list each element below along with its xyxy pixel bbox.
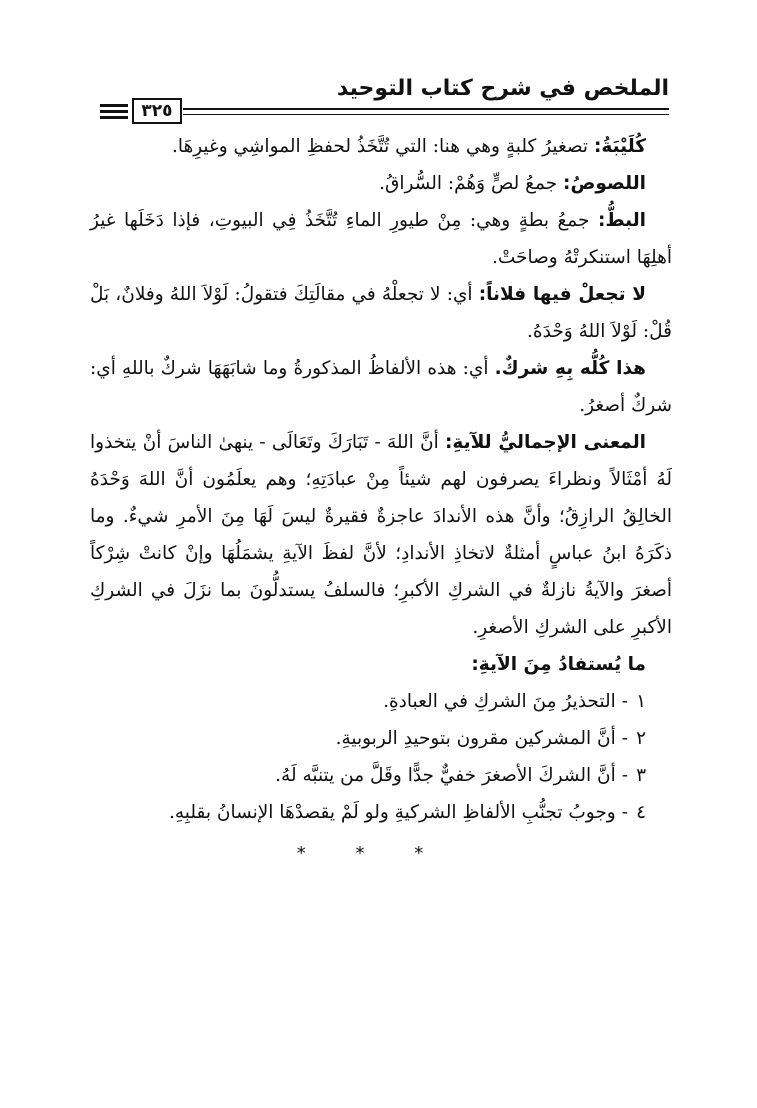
list-number: ٣ — [636, 765, 646, 786]
defined-term: هذا كُلُّه بِهِ شركٌ. — [494, 358, 647, 379]
definition-text: جمعُ لصٍّ وَهُمْ: السُّراقُ. — [379, 173, 564, 194]
benefits-heading: ما يُستفادُ مِنَ الآيةِ: — [471, 654, 646, 675]
header-ornament-bar — [100, 116, 128, 119]
defined-term: اللصوصُ: — [563, 173, 646, 194]
definition-paragraph — [90, 165, 672, 202]
definition-paragraph — [90, 350, 672, 424]
definition-paragraph — [90, 128, 672, 165]
section-separator: * * * — [296, 843, 446, 864]
defined-term: لا تجعلْ فيها فلاناً: — [478, 284, 647, 305]
list-item — [90, 757, 672, 794]
list-item-text: التحذيرُ مِنَ الشركِ في العبادةِ. — [383, 691, 616, 712]
defined-term: البطُّ: — [597, 210, 646, 231]
list-item-text: وجوبُ تجنُّبِ الألفاظِ الشركيةِ ولو لَمْ يقصدْهَا الإنسانُ بقلبِهِ. — [168, 802, 616, 823]
list-item-text: أنَّ الشركَ الأصغرَ خفيٌّ جدًّا وقَلَّ من يتنبَّه لَهُ. — [275, 765, 616, 786]
header-ornament-bar — [100, 110, 128, 113]
definition-text: أي: هذه الألفاظُ المذكورةُ وما شابَهَهَا شركٌ باللهِ أي: شركٌ أصغرُ. — [90, 358, 672, 416]
list-dash: - — [621, 765, 628, 786]
summary-text: أنَّ اللهَ - تَبَارَكَ وتَعَالَى - ينهىٰ الناسَ أنْ يتخذوا لَهُ أمْثَالاً ونظراءَ يصرفون لهم شيئاً مِنْ عبادَتِهِ؛ وهم يعلَمُون أنَّ اللهَ وَحْدَهُ الخالِقُ الرازِقُ؛ وأنَّ هذه الأندادَ عاجزةٌ فقيرةٌ ليسَ لَهَا مِنَ الأمرِ شيءٌ. وما ذكَرَهُ ابنُ عباسٍ أمثلةٌ لاتخاذِ الأندادِ؛ لأنَّ لفظَ الآيةِ يشمَلُهَا وإنْ كانتْ شِرْكاً أصغرَ والآيةُ نازلةٌ في الشركِ الأكبرِ؛ فالسلفُ يستدلُّونَ بما نزَلَ في الشركِ الأكبرِ على الشركِ الأصغرِ. — [90, 432, 672, 638]
definition-paragraph — [90, 202, 672, 276]
summary-paragraph — [90, 424, 672, 646]
definition-text: أي: لا تجعلْهُ في مقالَتِكَ فتقولُ: لَوْلاَ اللهُ وفلانٌ، بَلْ قُلْ: لَوْلاَ اللهُ وَحْدَهُ. — [90, 284, 672, 342]
definition-text: جمعُ بطةٍ وهي: مِنْ طيورِ الماءِ تُتَّخَذُ فِي البيوتِ، فإذا دَخَلَها غيرُ أهلِهَا استنكرتْهُ وصاحَتْ. — [90, 210, 672, 268]
list-dash: - — [621, 728, 628, 749]
header-ornament-bar — [100, 104, 128, 107]
book-title: الملخص في شرح كتاب التوحيد — [336, 76, 669, 101]
list-item — [90, 720, 672, 757]
header-rule — [183, 108, 669, 110]
benefits-list — [90, 683, 672, 831]
list-number: ١ — [636, 691, 646, 712]
page-body — [90, 128, 672, 872]
page-number: ٣٢٥ — [132, 98, 182, 124]
list-item-text: أنَّ المشركين مقرون بتوحيدِ الربوبيةِ. — [335, 728, 616, 749]
summary-heading: المعنى الإجماليُّ للآيةِ: — [445, 432, 646, 453]
definition-paragraph — [90, 276, 672, 350]
definition-text: تصغيرُ كلبةٍ وهي هنا: التي تُتَّخَذُ لحفظِ المواشِي وغيرِهَا. — [171, 136, 594, 157]
list-dash: - — [621, 802, 628, 823]
list-number: ٤ — [636, 802, 646, 823]
list-dash: - — [621, 691, 628, 712]
list-number: ٢ — [636, 728, 646, 749]
list-item — [90, 683, 672, 720]
defined-term: كُلَيْبَةُ: — [593, 136, 646, 157]
header-rule-thin — [183, 114, 669, 115]
list-item — [90, 794, 672, 831]
